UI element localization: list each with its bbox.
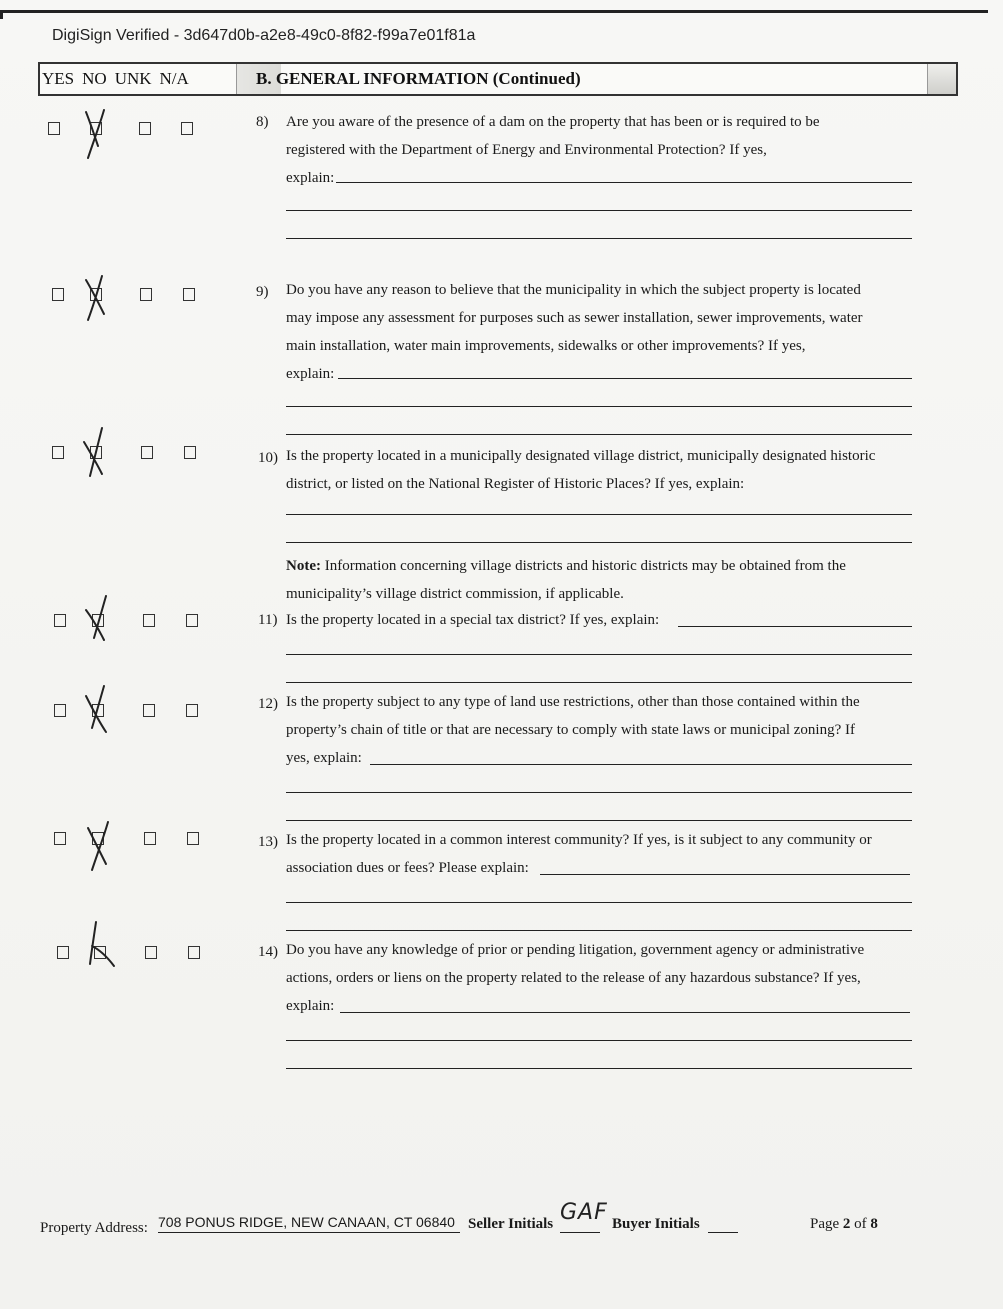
page-footer xyxy=(40,1200,960,1250)
seller-initials-field[interactable] xyxy=(560,1232,600,1233)
q14-explain-line-2[interactable] xyxy=(286,1040,912,1041)
col-yes-header: YES xyxy=(42,69,75,88)
q8-yes-checkbox[interactable] xyxy=(48,122,60,135)
property-address-underline xyxy=(158,1232,460,1233)
page-number: 2 xyxy=(842,1216,851,1232)
q10-explain-line-2[interactable] xyxy=(286,542,912,543)
note-line-1 xyxy=(286,552,914,580)
top-border xyxy=(3,10,988,13)
q10-line-2: district, or listed on the National Register of Historic Places? If yes, explain: xyxy=(286,476,745,492)
q9-line-1: Do you have any reason to believe that the municipality in which the subject property is located xyxy=(286,282,861,298)
q11-line-1: Is the property located in a special tax district? If yes, explain: xyxy=(286,612,660,628)
q13-explain-field[interactable] xyxy=(540,874,910,875)
q13-explain-label: association dues or fees? Please explain: xyxy=(286,860,529,876)
q10-na-checkbox[interactable] xyxy=(184,446,196,459)
q12-line-1: Is the property subject to any type of land use restrictions, other than those contained within the xyxy=(286,694,860,710)
q9-unk-checkbox[interactable] xyxy=(140,288,152,301)
note-block xyxy=(286,552,914,608)
page-total: 8 xyxy=(870,1216,878,1232)
answer-column-headers xyxy=(40,64,238,94)
q12-text xyxy=(286,688,914,772)
q14-yes-checkbox[interactable] xyxy=(57,946,69,959)
q8-line-1: Are you aware of the presence of a dam on the property that has been or is required to be xyxy=(286,114,820,130)
q13-explain-line-2[interactable] xyxy=(286,902,912,903)
q10-number: 10) xyxy=(258,450,278,466)
q9-line-3: main installation, water main improvements, sidewalks or other improvements? If yes, xyxy=(286,338,806,354)
seller-initials-label: Seller Initials xyxy=(468,1216,554,1232)
q14-text xyxy=(286,936,914,1020)
q12-explain-line-3[interactable] xyxy=(286,820,912,821)
q12-no-handwritten-check-icon xyxy=(80,682,120,738)
q8-line-2: registered with the Department of Energy and Environmental Protection? If yes, xyxy=(286,142,767,158)
q13-unk-checkbox[interactable] xyxy=(144,832,156,845)
q9-explain-label: explain: xyxy=(286,366,335,382)
q14-unk-checkbox[interactable] xyxy=(145,946,157,959)
q8-explain-line-3[interactable] xyxy=(286,238,912,239)
q12-number: 12) xyxy=(258,696,278,712)
q9-text xyxy=(286,276,914,388)
header-endcap xyxy=(927,64,956,94)
q12-yes-checkbox[interactable] xyxy=(54,704,66,717)
property-address-label: Property Address: xyxy=(40,1220,148,1236)
q13-explain-line-3[interactable] xyxy=(286,930,912,931)
q11-yes-checkbox[interactable] xyxy=(54,614,66,627)
q14-explain-label: explain: xyxy=(286,998,335,1014)
q12-unk-checkbox[interactable] xyxy=(143,704,155,717)
q9-explain-line-3[interactable] xyxy=(286,434,912,435)
q14-line-2: actions, orders or liens on the property related to the release of any hazardous substance? If yes, xyxy=(286,970,861,986)
note-text-2: municipality’s village district commission, if applicable. xyxy=(286,586,624,602)
q8-explain-label: explain: xyxy=(286,170,335,186)
q9-number: 9) xyxy=(256,284,269,300)
q14-explain-line-3[interactable] xyxy=(286,1068,912,1069)
q8-explain-field[interactable] xyxy=(336,182,912,183)
col-no-header: NO xyxy=(82,69,107,88)
page-indicator xyxy=(810,1216,878,1233)
q12-explain-line-2[interactable] xyxy=(286,792,912,793)
q9-no-handwritten-check-icon xyxy=(80,272,120,328)
q14-line-1: Do you have any knowledge of prior or pending litigation, government agency or administrative xyxy=(286,942,865,958)
q10-unk-checkbox[interactable] xyxy=(141,446,153,459)
q10-no-handwritten-check-icon xyxy=(78,424,118,480)
q12-explain-field[interactable] xyxy=(370,764,912,765)
q8-text xyxy=(286,108,914,192)
q10-text xyxy=(286,442,914,498)
q13-yes-checkbox[interactable] xyxy=(54,832,66,845)
q8-na-checkbox[interactable] xyxy=(181,122,193,135)
q11-number: 11) xyxy=(258,612,278,628)
q10-line-1: Is the property located in a municipally designated village district, municipally designated historic xyxy=(286,448,876,464)
q11-no-handwritten-check-icon xyxy=(80,594,120,650)
section-header xyxy=(38,62,958,96)
q11-explain-line-2[interactable] xyxy=(286,654,912,655)
q8-unk-checkbox[interactable] xyxy=(139,122,151,135)
q13-na-checkbox[interactable] xyxy=(187,832,199,845)
corner-mark xyxy=(0,10,3,19)
q8-number: 8) xyxy=(256,114,269,130)
q11-explain-field[interactable] xyxy=(678,626,912,627)
q14-no-handwritten-check-icon xyxy=(84,918,124,974)
q14-explain-field[interactable] xyxy=(340,1012,910,1013)
buyer-initials-field[interactable] xyxy=(708,1232,738,1233)
q9-explain-field[interactable] xyxy=(338,378,912,379)
q12-explain-label: yes, explain: xyxy=(286,750,362,766)
col-unk-header: UNK xyxy=(114,69,152,88)
page-of: of xyxy=(854,1216,867,1232)
q11-na-checkbox[interactable] xyxy=(186,614,198,627)
q9-line-2: may impose any assessment for purposes such as sewer installation, sewer improvements, water xyxy=(286,310,863,326)
buyer-initials-label: Buyer Initials xyxy=(612,1216,700,1232)
q13-line-1: Is the property located in a common interest community? If yes, is it subject to any community or xyxy=(286,832,872,848)
note-text-1: Information concerning village districts and historic districts may be obtained from the xyxy=(320,558,846,574)
property-address-value: 708 PONUS RIDGE, NEW CANAAN, CT 06840 xyxy=(158,1214,455,1230)
q10-explain-field[interactable] xyxy=(286,514,912,515)
q14-number: 14) xyxy=(258,944,278,960)
q12-line-2: property’s chain of title or that are necessary to comply with state laws or municipal zoning? If xyxy=(286,722,855,738)
section-title: B. GENERAL INFORMATION (Continued) xyxy=(256,69,581,88)
q12-na-checkbox[interactable] xyxy=(186,704,198,717)
q11-text xyxy=(286,606,914,634)
q11-unk-checkbox[interactable] xyxy=(143,614,155,627)
q11-explain-line-3[interactable] xyxy=(286,682,912,683)
q9-yes-checkbox[interactable] xyxy=(52,288,64,301)
page-prefix: Page xyxy=(810,1216,840,1232)
seller-initials-signature[interactable]: GAF xyxy=(560,1200,608,1225)
q13-no-handwritten-check-icon xyxy=(82,818,122,874)
q14-na-checkbox[interactable] xyxy=(188,946,200,959)
q8-explain-line-2[interactable] xyxy=(286,210,912,211)
q8-no-handwritten-check-icon xyxy=(78,106,118,162)
q9-explain-line-2[interactable] xyxy=(286,406,912,407)
q13-number: 13) xyxy=(258,834,278,850)
digisign-verification: DigiSign Verified - 3d647d0b-a2e8-49c0-8f82-f99a7e01f81a xyxy=(52,27,476,44)
q9-na-checkbox[interactable] xyxy=(183,288,195,301)
note-label: Note: xyxy=(286,558,321,574)
col-na-header: N/A xyxy=(159,69,189,88)
q10-yes-checkbox[interactable] xyxy=(52,446,64,459)
